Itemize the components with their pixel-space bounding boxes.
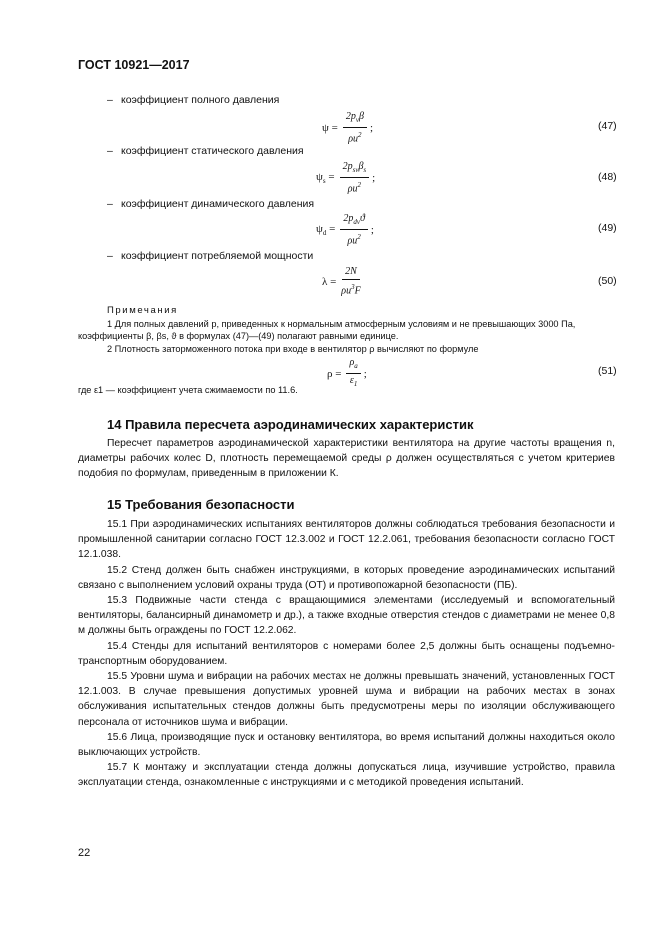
eq-number-48: (48) [598, 171, 617, 183]
notes-title: Примечания [107, 305, 178, 316]
eq-number-47: (47) [598, 120, 617, 132]
section-14-title: 14 Правила пересчета аэродинамических характеристик [107, 417, 474, 432]
eq-number-49: (49) [598, 222, 617, 234]
paragraph-15-3: 15.3 Подвижные части стенда с вращающимися элементами (исследуемый и вспомогательный вентиляторы, балансирный динамометр и др.), а также входные отверстия стендов с диаметрами не менее 0,8 м должны быть ограждены по ГОСТ 12.2.062. [78, 595, 615, 637]
page-number: 22 [78, 847, 91, 859]
document-code: ГОСТ 10921—2017 [78, 58, 190, 72]
eq-number-51: (51) [598, 365, 617, 377]
coef-label-48: – коэффициент статического давления [107, 145, 304, 157]
formula-50: λ = $\frac{2N}{\rho u^3F}$ [322, 266, 361, 297]
section-15-title: 15 Требования безопасности [107, 497, 295, 512]
coef-label-47: – коэффициент полного давления [107, 94, 280, 106]
paragraph-15-6: 15.6 Лица, производящие пуск и остановку вентилятора, во время испытаний должны находиться около выключающих устройств. [78, 731, 615, 759]
where-epsilon: где ε1 — коэффициент учета сжимаемости по 11.6. [78, 385, 298, 395]
formula-48: $\psi_s$ = $\frac{2p_{sv}\beta_s}{\rho u^2}$ ; [316, 161, 376, 195]
section-15-text [78, 517, 615, 791]
paragraph-15-2: 15.2 Стенд должен быть снабжен инструкциями, в которых проведение аэродинамических испытаний связано с выполнением условий охраны труда (ОТ) и противопожарной безопасности (ПБ). [78, 564, 615, 591]
note-1-line-2: коэффициенты β, βs, ϑ в формулах (47)—(49) полагают равными единице. [78, 331, 399, 341]
paragraph-15-7: 15.7 К монтажу и эксплуатации стенда должны допускаться лица, изучившие устройство, правила эксплуатации стенда, ознакомленные с инструкциями и с методикой проведения испытаний. [78, 762, 615, 789]
note-2: 2 Плотность заторможенного потока при входе в вентилятор ρ вычисляют по формуле [107, 344, 479, 354]
section-14-text: Пересчет параметров аэродинамической характеристики вентилятора на другие частоты вращения n, диаметры рабочих колес D, плотность перемещаемой среды ρ должен осуществляться с учетом критериев подобия по формулам, приведенным в приложении К. [78, 438, 615, 480]
note-1-line-1: 1 Для полных давлений p, приведенных к нормальным атмосферным условиям и не превышающих 3000 Па, [107, 319, 576, 329]
formula-49: $\psi_d$ = $\frac{2p_{dv}ϑ}{\rho u^2}$ ; [316, 213, 374, 247]
paragraph-15-4: 15.4 Стенды для испытаний вентиляторов с номерами более 2,5 должны быть оснащены подъемно-транспортным оборудованием. [78, 640, 615, 667]
paragraph-15-1: 15.1 При аэродинамических испытаниях вентиляторов должны соблюдаться требования безопасности и промышленной санитарии согласно ГОСТ 12.3.002 и ГОСТ 12.2.061, требования безопасности согласно ГОСТ 12.1.038. [78, 519, 615, 561]
formula-47: ψ = $\frac{2p_v\beta}{\rho u^2}$ ; [322, 111, 373, 145]
coef-label-49: – коэффициент динамического давления [107, 198, 315, 210]
eq-number-50: (50) [598, 275, 617, 287]
coef-label-50: – коэффициент потребляемой мощности [107, 250, 314, 262]
paragraph-15-5: 15.5 Уровни шума и вибрации на рабочих местах не должны превышать значений, установленных ГОСТ 12.1.003. В случае превышения допустимых уровней шума и вибрации на рабочих местах в зонах обслуживания испытательных стендов должны быть предусмотрены меры по изоляции обслуживающего персонала от источников шума и вибрации. [78, 671, 615, 728]
formula-51: ρ = $\frac{\rho_a}{\varepsilon_1}$ ; [327, 357, 367, 388]
